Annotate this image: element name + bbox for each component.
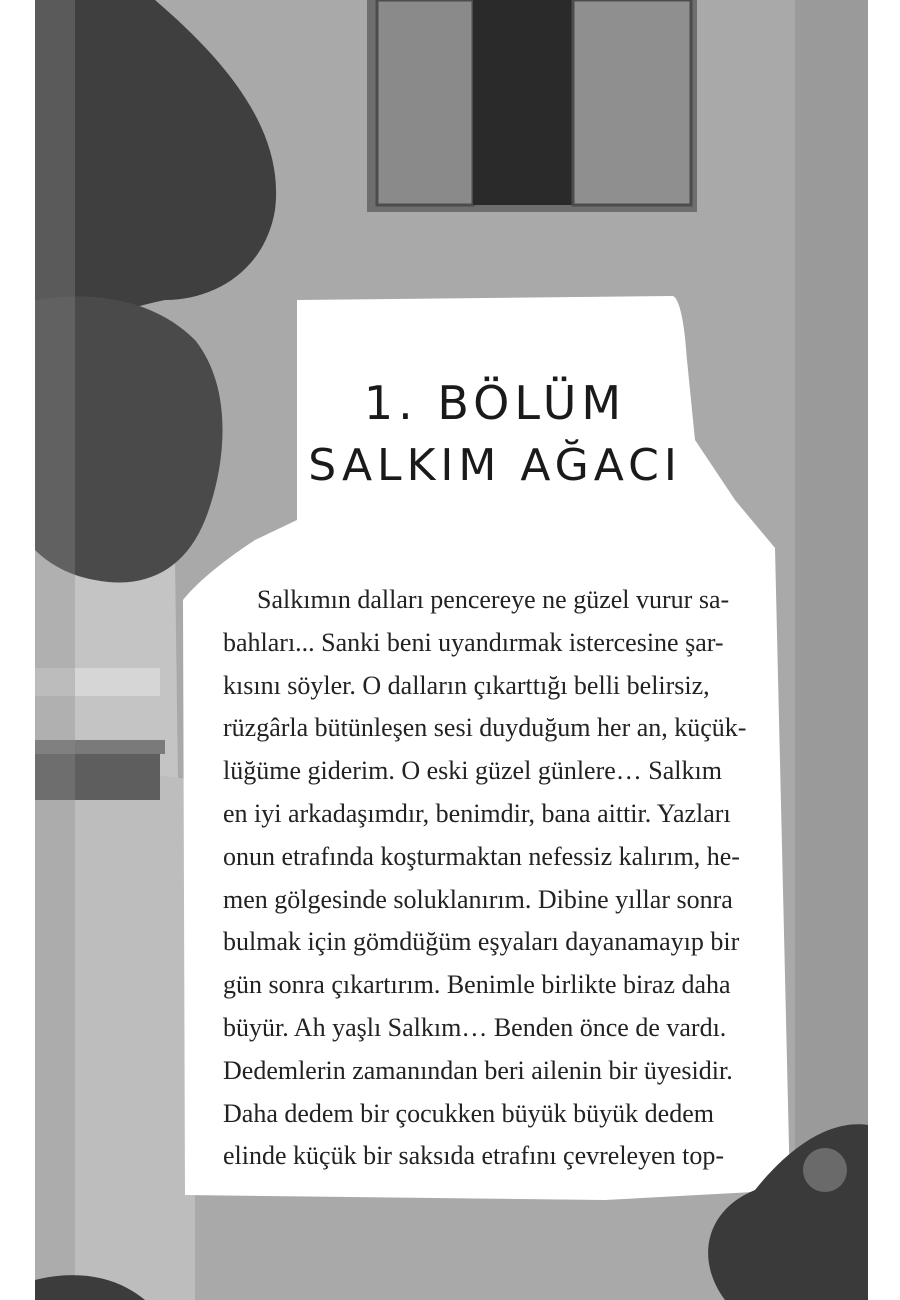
wall-right-shade [795, 0, 868, 1300]
text-line: lüğüme giderim. O eski güzel günlere… Salkım [223, 756, 722, 786]
text-line: kısını söyler. O dalların çıkarttığı belli belirsiz, [223, 670, 710, 700]
text-line: elinde küçük bir saksıda etrafını çevreleyen top- [223, 1141, 725, 1171]
foliage-highlight [803, 1148, 847, 1192]
text-line: gün sonra çıkartırım. Benimle birlikte biraz daha [223, 970, 731, 1000]
text-line: men gölgesinde soluklanırım. Dibine yıllar sonra [223, 884, 733, 914]
book-page [35, 0, 868, 1300]
text-line: Daha dedem bir çocukken büyük büyük dedem [223, 1098, 714, 1128]
window-opening [473, 0, 573, 205]
window-shutter-right [573, 0, 691, 205]
text-line: Dedemlerin zamanından beri ailenin bir üyesidir. [223, 1055, 733, 1085]
text-line: en iyi arkadaşımdır, benimdir, bana aittir. Yazları [223, 798, 731, 828]
chapter-number: 1. BÖLÜM [363, 376, 627, 430]
text-line: bulmak için gömdüğüm eşyaları dayanamayıp bir [223, 927, 740, 957]
chapter-heading [275, 370, 715, 491]
text-line: onun etrafında koşturmaktan nefessiz kalırım, he- [223, 841, 740, 871]
text-line: bahları... Sanki beni uyandırmak istercesine şar- [223, 627, 724, 657]
window-shutter-left [377, 0, 473, 205]
text-line: Salkımın dalları pencereye ne güzel vurur sa- [257, 585, 730, 614]
chapter-title: SALKIM AĞACI [308, 440, 682, 491]
tree-shadow-strip [35, 0, 75, 1300]
text-line: büyür. Ah yaşlı Salkım… Benden önce de vardı. [223, 1012, 727, 1042]
text-line: rüzgârla bütünleşen sesi duyduğum her an, küçük- [223, 713, 747, 743]
chapter-body-text [223, 579, 771, 1178]
